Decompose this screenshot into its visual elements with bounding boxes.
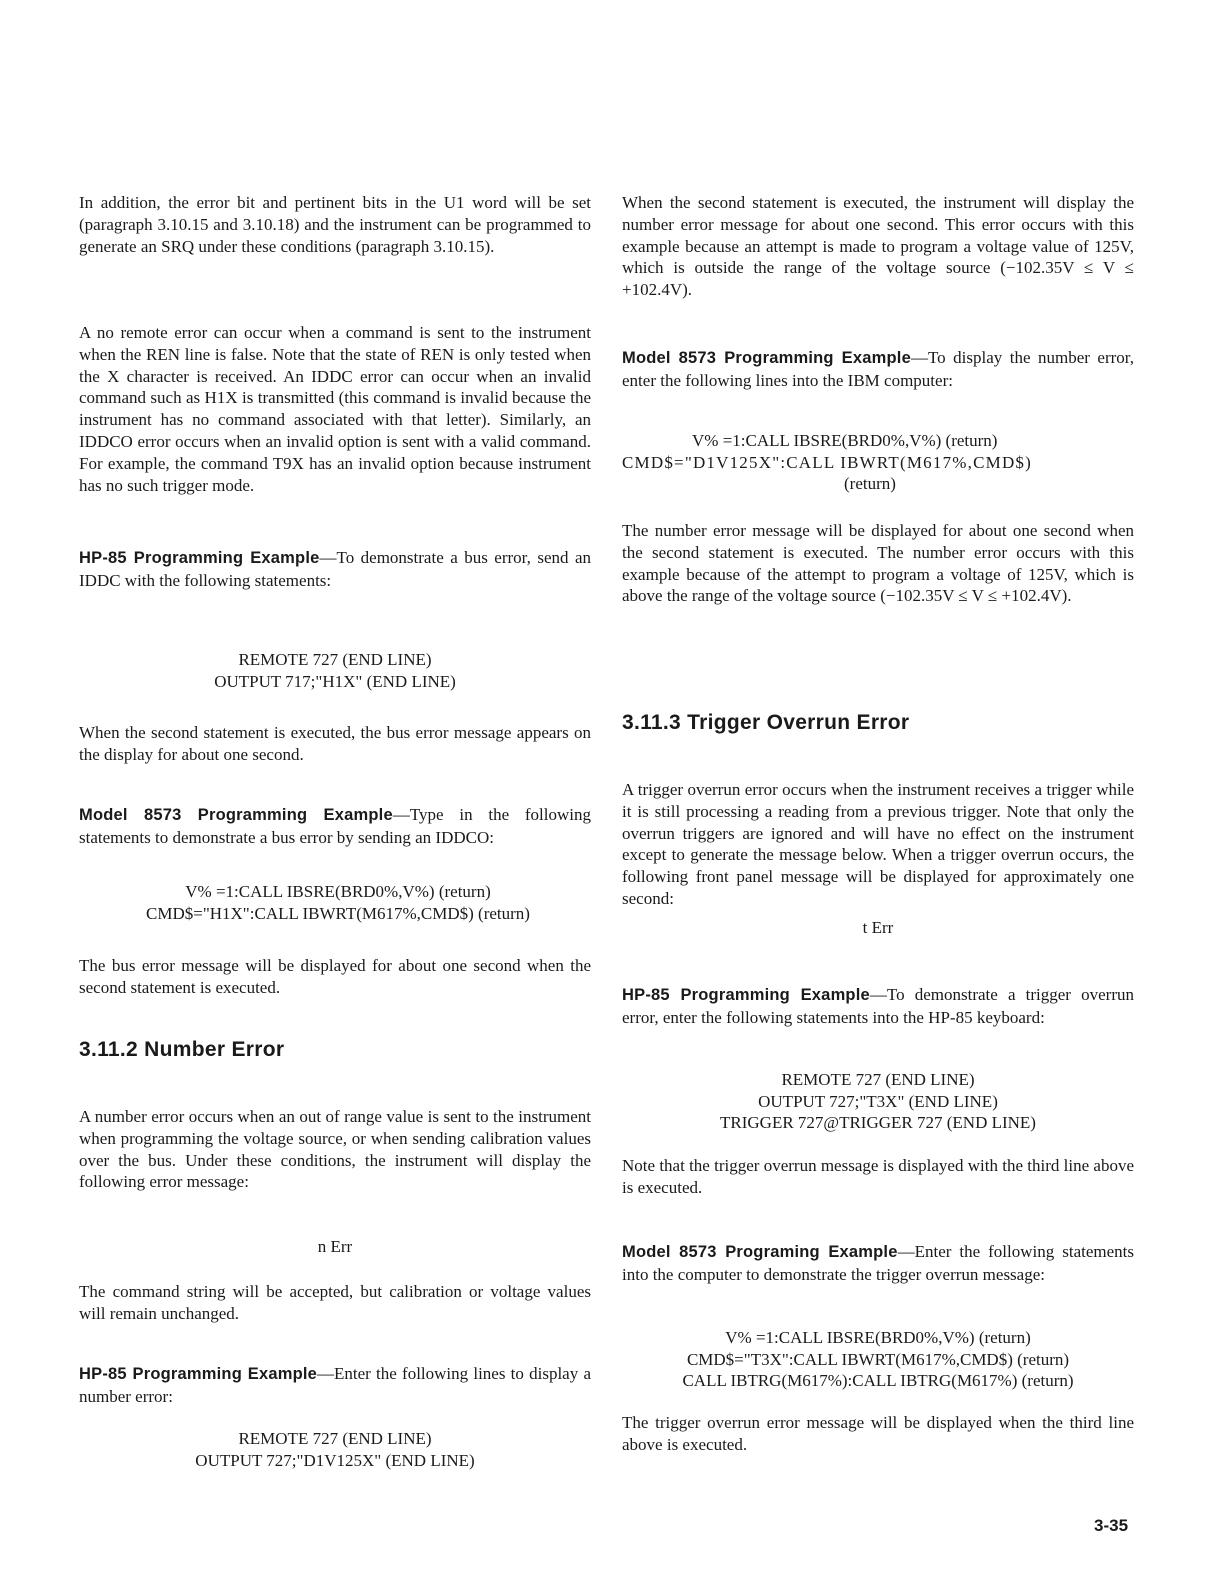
code-line: CMD$="T3X":CALL IBWRT(M617%,CMD$) (return) [686,1349,1070,1369]
example-heading: Model 8573 Programming Example [622,349,911,367]
paragraph-number-explanation: When the second statement is executed, the instrument will display the number error message for about one second. This error occurs with this example because an attempt is made to program a voltage value of 125V, which is outside the range of the voltage source (−102.35V ≤ V ≤ +102.4V). [622,193,1134,300]
paragraph-number-error: A number error occurs when an out of range value is sent to the instrument when programming the voltage source, or when sending calibration values over the bus. Under these conditions, the instrument will display the following error message: [79,1107,591,1192]
model8573-bus-example [79,804,591,849]
paragraph-trigger-overrun: A trigger overrun error occurs when the instrument receives a trigger while it is still processing a reading from a previous trigger. Note that only the overrun triggers are ignored and will have no effect on the instrument except to generate the message below. When a trigger overrun occurs, the following front panel message will be displayed for approximately one second: [622,780,1134,908]
example-text: —To display the number error, enter the following lines into the IBM computer: [622,348,1134,390]
paragraph-remote-error: A no remote error can occur when a command is sent to the instrument when the REN line is false. Note that the state of REN is only tested when the X character is received. An IDDC error can occur when an invalid command such as H1X is transmitted (this command is invalid because the instrument has no command associated with that letter). Similarly, an IDDCO error occurs when an invalid option is sent with a valid command. For example, the command T9X has an invalid option because instrument has no such trigger mode. [79,323,591,495]
code-line: CMD$="H1X":CALL IBWRT(M617%,CMD$) (return) [146,903,530,923]
code-line: V% =1:CALL IBSRE(BRD0%,V%) (return) [692,431,998,450]
code-block-model-number [622,430,1134,495]
code-line: CMD$="D1V125X":CALL IBWRT(M617%,CMD$) [622,452,1032,472]
hp85-bus-example [79,547,591,592]
section-heading-trigger-overrun: 3.11.3 Trigger Overrun Error [622,711,910,734]
display-message-number: n Err [317,1237,353,1256]
paragraph-error-bits: In addition, the error bit and pertinent bits in the U1 word will be set (paragraph 3.10.15 and 3.10.18) and the instrument can be programmed to generate an SRQ under these conditions (paragraph 3.10.15). [79,193,591,256]
example-heading: Model 8573 Programming Example [79,806,393,824]
code-block-hp85-bus [79,649,591,692]
code-line: OUTPUT 717;"H1X" (END LINE) [214,671,456,691]
code-line: OUTPUT 727;"T3X" (END LINE) [758,1091,998,1111]
code-line: TRIGGER 727@TRIGGER 727 (END LINE) [720,1113,1036,1132]
paragraph-trigger-note: Note that the trigger overrun message is displayed with the third line above is executed. [622,1156,1134,1197]
display-message-trigger: t Err [862,918,894,937]
paragraph-bus-result: When the second statement is executed, the bus error message appears on the display for about one second. [79,723,591,764]
code-line: REMOTE 727 (END LINE) [238,650,432,669]
code-block-model-bus [79,881,591,924]
example-text: —Enter the following lines to display a number error: [79,1364,591,1406]
page-number: 3-35 [1094,1516,1129,1535]
code-line: CALL IBTRG(M617%):CALL IBTRG(M617%) (return) [682,1371,1074,1390]
model8573-number-example [622,347,1134,392]
code-line: OUTPUT 727;"D1V125X" (END LINE) [195,1450,475,1470]
paragraph-bus-result-2: The bus error message will be displayed for about one second when the second statement is executed. [79,956,591,997]
example-heading: HP-85 Programming Example [79,549,320,567]
example-text: —To demonstrate a trigger overrun error, enter the following statements into the HP-85 keyboard: [622,985,1134,1027]
code-line: REMOTE 727 (END LINE) [781,1070,975,1089]
paragraph-number-result: The command string will be accepted, but calibration or voltage values will remain unchanged. [79,1282,591,1323]
example-heading: HP-85 Programming Example [79,1365,318,1383]
model8573-trigger-example [622,1241,1134,1286]
example-text: —Enter the following statements into the computer to demonstrate the trigger overrun message: [622,1242,1134,1284]
hp85-number-example [79,1363,591,1408]
code-line: V% =1:CALL IBSRE(BRD0%,V%) (return) [725,1328,1031,1347]
example-heading: Model 8573 Programing Example [622,1243,898,1261]
example-text: —To demonstrate a bus error, send an IDDC with the following statements: [79,548,591,590]
code-line: (return) [844,474,896,493]
code-line: V% =1:CALL IBSRE(BRD0%,V%) (return) [185,882,491,901]
section-heading-number-error: 3.11.2 Number Error [79,1038,285,1061]
code-line: REMOTE 727 (END LINE) [238,1429,432,1448]
code-block-hp85-trigger [622,1069,1134,1134]
paragraph-trigger-result: The trigger overrun error message will be displayed when the third line above is executed. [622,1413,1134,1454]
code-block-hp85-number [79,1428,591,1471]
paragraph-number-result-right: The number error message will be displayed for about one second when the second statement is executed. The number error occurs with this example because of the attempt to program a voltage of 125V, which is above the range of the voltage source (−102.35V ≤ V ≤ +102.4V). [622,521,1134,606]
example-heading: HP-85 Programming Example [622,986,870,1004]
code-block-model-trigger [622,1327,1134,1392]
example-text: —Type in the following statements to demonstrate a bus error by sending an IDDCO: [79,805,591,847]
hp85-trigger-example [622,984,1134,1029]
